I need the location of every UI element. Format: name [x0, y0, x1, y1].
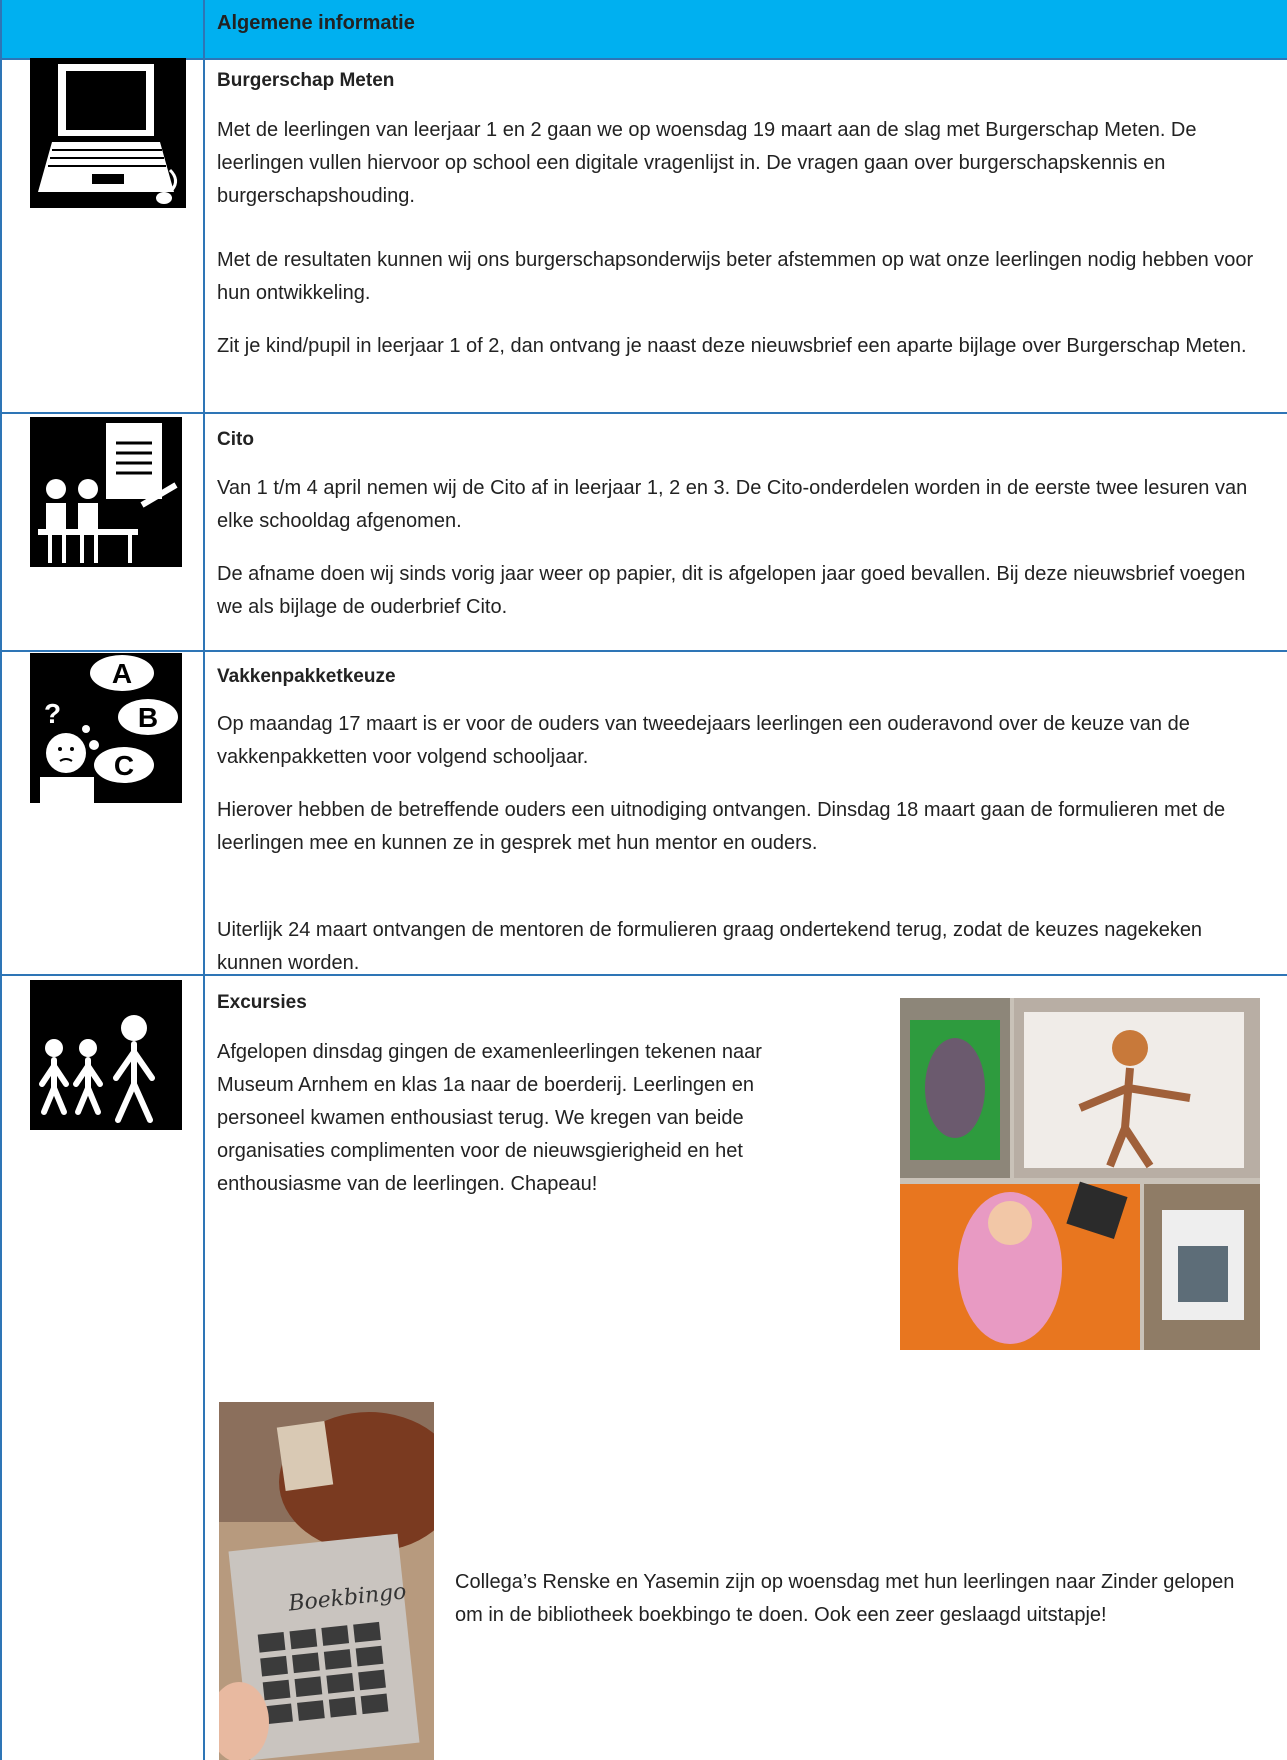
paragraph: Hierover hebben de betreffende ouders een uitnodiging ontvangen. Dinsdag 18 maart gaan de formulieren met de leerlingen mee en kunnen ze in gesprek met hun mentor en ouders.: [217, 799, 1226, 854]
choice-letter-b: B: [137, 702, 159, 733]
paragraph: De afname doen wij sinds vorig jaar weer op papier, dit is afgelopen jaar goed bevallen. Bij deze nieuwsbrief voegen we als bijlage de ouderbrief Cito.: [217, 563, 1246, 618]
row-divider: [0, 58, 1287, 60]
row-divider: [0, 412, 1287, 414]
paragraph: Collega’s Renske en Yasemin zijn op woensdag met hun leerlingen naar Zinder gelopen om in de bibliotheek boekbingo te doen. Ook een zeer geslaagd uitstapje!: [455, 1571, 1235, 1626]
paragraph: Zit je kind/pupil in leerjaar 1 of 2, dan ontvang je naast deze nieuwsbrief een aparte bijlage over Burgerschap Meten.: [217, 335, 1247, 357]
table-column-divider: [203, 0, 205, 1760]
paragraph: Op maandag 17 maart is er voor de ouders van tweedejaars leerlingen een ouderavond over de keuze van de vakkenpakketten voor volgend schooljaar.: [217, 713, 1190, 768]
paragraph: Afgelopen dinsdag gingen de examenleerlingen tekenen naar Museum Arnhem en klas 1a naar de boerderij. Leerlingen en personeel kwamen enthousiast terug. We kregen van beide organisaties complimenten voor de nieuwsgierigheid en het enthousiasme van de leerlingen. Chapeau!: [217, 1041, 762, 1195]
paragraph: Met de leerlingen van leerjaar 1 en 2 gaan we op woensdag 19 maart aan de slag met Burgerschap Meten. De leerlingen vullen hiervoor op school een digitale vragenlijst in. De vragen gaan over burgerschapskennis en burgerschapshouding.: [217, 119, 1197, 207]
bingo-card-title: Boekbingo: [287, 1579, 408, 1617]
section-title-burgerschap: Burgerschap Meten: [217, 70, 395, 91]
choice-letter-a: A: [111, 658, 133, 689]
boekbingo-photo: [219, 1402, 434, 1760]
row-divider: [0, 650, 1287, 652]
thinking-choice-icon: [30, 653, 182, 803]
paragraph: Van 1 t/m 4 april nemen wij de Cito af in leerjaar 1, 2 en 3. De Cito-onderdelen worden in de eerste twee lesuren van elke schooldag afgenomen.: [217, 477, 1248, 532]
section-title-cito: Cito: [217, 429, 254, 450]
paragraph: Met de resultaten kunnen wij ons burgerschapsonderwijs beter afstemmen op wat onze leerlingen nodig hebben voor hun ontwikkeling.: [217, 249, 1254, 304]
section-title-excursies: Excursies: [217, 992, 307, 1013]
students-test-icon: [30, 417, 182, 567]
walking-people-icon: [30, 980, 182, 1130]
laptop-mouse-icon: [30, 58, 186, 208]
question-mark: ?: [44, 698, 62, 729]
choice-letter-c: C: [113, 750, 135, 781]
header-bar: [0, 0, 1287, 58]
section-header-title: Algemene informatie: [217, 12, 415, 34]
paragraph: Uiterlijk 24 maart ontvangen de mentoren de formulieren graag ondertekend terug, zodat de keuzes nagekeken kunnen worden.: [217, 919, 1203, 974]
museum-artwork-collage-photo: [900, 998, 1260, 1350]
table-left-border: [0, 0, 2, 1760]
section-title-vakkenpakketkeuze: Vakkenpakketkeuze: [217, 666, 396, 687]
